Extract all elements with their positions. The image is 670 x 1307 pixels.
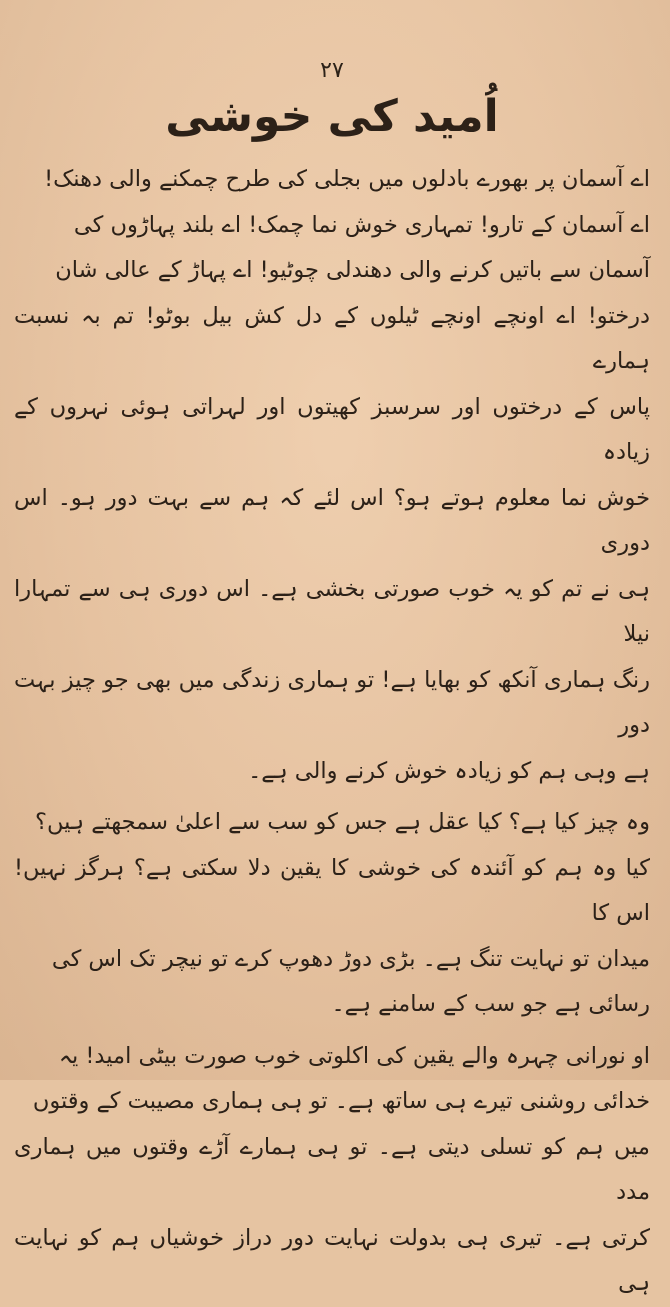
page-number: ۲۷	[320, 58, 344, 83]
paragraph-2: وہ چیز کیا ہے؟ کیا عقل ہے جس کو سب سے اعلیٰ سمجھتے ہیں؟ کیا وہ ہم کو آئندہ کی خوشی کا یقین دلا سکتی ہے؟ ہرگز نہیں! اس کا میدان تو نہایت تنگ ہے۔ بڑی دوڑ دھوپ کرے تو نیچر تک اس کی رسائی ہے جو سب کے سامنے ہے۔	[14, 809, 650, 1018]
paragraph-1: اے آسمان پر بھورے بادلوں میں بجلی کی طرح چمکنے والی دھنک! اے آسمان کے تارو! تمہاری خوش نما چمک! اے بلند پہاڑوں کی آسمان سے باتیں کرنے والی دھندلی چوٹیو! اے پہاڑ کے عالی شان درختو! اے اونچے اونچے ٹیلوں کے دل کش بیل بوٹو! تم بہ نسبت ہمارے پاس کے درختوں اور سرسبز کھیتوں اور لہراتی ہوئی نہروں کے زیادہ خوش نما معلوم ہوتے ہو؟ اس لئے کہ ہم سے بہت دور ہو۔ اس دوری ہی نے تم کو یہ خوب صورتی بخشی ہے۔ اس دوری ہی سے تمہارا نیلا رنگ ہماری آنکھ کو بھایا ہے! تو ہماری زندگی میں بھی جو چیز بہت دور ہے وہی ہم کو زیادہ خوش کرنے والی ہے۔	[14, 166, 650, 784]
chapter-title: اُمید کی خوشی	[165, 91, 499, 142]
paragraph-3: او نورانی چہرہ والے یقین کی اکلوتی خوب صورت بیٹی امید! یہ خدائی روشنی تیرے ہی ساتھ ہے۔ تو ہی ہماری مصیبت کے وقتوں میں ہم کو تسلی دیتی ہے۔ تو ہی ہمارے آڑے وقتوں میں ہماری مدد کرتی ہے۔ تیری ہی بدولت نہایت دور دراز خوشیاں ہم کو نہایت ہی	[14, 1042, 650, 1297]
